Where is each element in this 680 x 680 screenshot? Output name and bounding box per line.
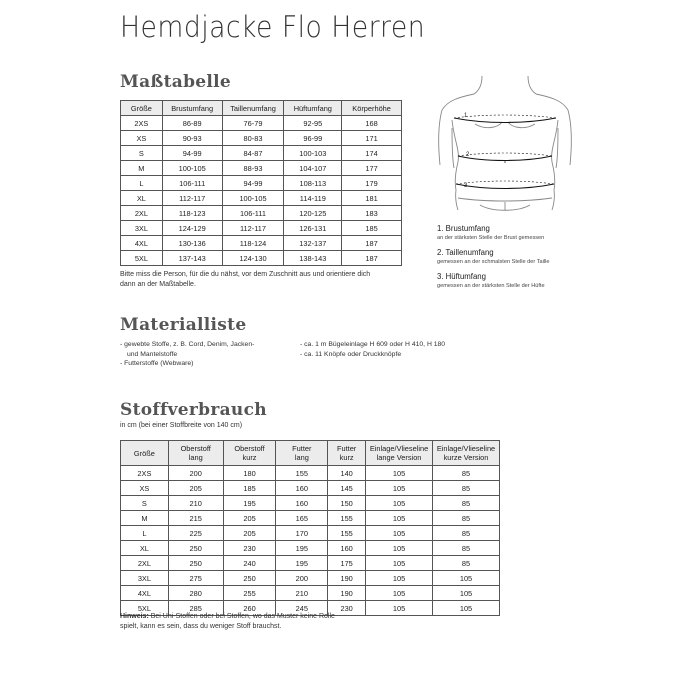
table-cell: XS [121,481,169,496]
table-cell: 94-99 [162,146,222,161]
table-cell: 85 [433,481,500,496]
figure-neck [474,76,536,94]
legend-bust-title: 1. Brustumfang [437,224,490,233]
table-row [121,236,402,251]
table-cell: 210 [168,496,223,511]
fabric-col-header-line2: kurz [339,453,354,462]
table-cell: 160 [276,481,328,496]
table-cell: 137-143 [162,251,222,266]
table-cell: S [121,146,163,161]
table-cell: 160 [328,541,366,556]
legend-hip-title: 3. Hüftumfang [437,272,486,281]
table-cell: 106-111 [222,206,284,221]
table-cell: 190 [328,586,366,601]
table-cell: 280 [168,586,223,601]
table-cell: 195 [223,496,276,511]
fabric-col-header [168,441,223,466]
table-cell: 86-89 [162,116,222,131]
table-cell: 155 [328,511,366,526]
fabric-subheading: in cm (bei einer Stoffbreite von 140 cm) [120,422,243,429]
fabric-col-header-line2: lang [188,453,203,462]
table-cell: 2XL [121,556,169,571]
table-cell: 2XL [121,206,163,221]
fabric-col-header-line1: Größe [133,448,155,458]
measure-note-line1: Bitte miss die Person, für die du nähst, vor dem Zuschnitt aus und orientiere dich [120,271,371,278]
table-cell: 185 [223,481,276,496]
materials-heading: Materialliste [120,315,247,335]
table-row [121,586,500,601]
measure-note [120,270,420,290]
table-cell: 250 [168,556,223,571]
table-cell: 2XS [121,466,169,481]
measure-note-line2: dann an der Maßtabelle. [120,281,196,288]
table-cell: 108-113 [284,176,342,191]
table-row [121,571,500,586]
table-cell: 3XL [121,221,163,236]
table-cell: 85 [433,556,500,571]
fabric-col-header-line1: Einlage/Vlieseline [369,444,429,453]
figure-legend [437,224,617,290]
table-cell: 174 [342,146,402,161]
fabric-col-header-line2: lange Version [376,453,422,462]
table-cell: 165 [276,511,328,526]
table-cell: 5XL [121,601,169,616]
table-cell: 114-119 [284,191,342,206]
table-row [121,526,500,541]
legend-waist-title: 2. Taillenumfang [437,248,494,257]
table-cell: 85 [433,496,500,511]
legend-item-bust [437,224,617,242]
materials-left [120,340,300,369]
fabric-hint-text2: spielt, kann es sein, dass du weniger Stoff brauchst. [120,623,282,630]
materials-right-line1: - ca. 1 m Bügeleinlage H 609 oder H 410, H 180 [300,341,446,348]
fabric-col-header-line1: Einlage/Vlieseline [436,444,496,453]
table-cell: 100-105 [222,191,284,206]
table-row [121,146,402,161]
table-cell: 200 [276,571,328,586]
table-cell: 205 [223,526,276,541]
figure-left-arm [439,110,454,168]
table-cell: 105 [366,526,433,541]
fabric-col-header [328,441,366,466]
table-row [121,206,402,221]
table-cell: 104-107 [284,161,342,176]
table-cell: XS [121,131,163,146]
fabric-col-header [121,441,169,466]
measure-table [120,100,402,266]
marker-1: 1 [464,113,468,119]
table-row [121,556,500,571]
table-cell: 105 [433,571,500,586]
table-cell: 260 [223,601,276,616]
table-cell: 168 [342,116,402,131]
table-row [121,161,402,176]
bust-line-back [454,115,556,118]
table-cell: 105 [366,496,433,511]
table-cell: 118-124 [222,236,284,251]
measure-col-header: Brustumfang [162,101,222,116]
table-cell: 3XL [121,571,169,586]
table-cell: 84-87 [222,146,284,161]
table-cell: L [121,176,163,191]
fabric-col-header-line2: kurz [242,453,257,462]
table-row [121,466,500,481]
table-cell: 171 [342,131,402,146]
table-cell: 205 [223,511,276,526]
table-cell: 177 [342,161,402,176]
table-cell: M [121,161,163,176]
table-row [121,176,402,191]
table-row [121,481,500,496]
fabric-table [120,440,500,616]
legend-item-waist [437,248,617,266]
bust-line [454,118,556,123]
table-cell: 124-130 [222,251,284,266]
table-cell: 132-137 [284,236,342,251]
fabric-hint [120,612,420,632]
table-cell: 140 [328,466,366,481]
table-cell: 138-143 [284,251,342,266]
table-cell: 250 [223,571,276,586]
table-cell: 105 [433,586,500,601]
table-cell: 180 [223,466,276,481]
table-cell: 170 [276,526,328,541]
table-cell: 185 [342,221,402,236]
waist-line-back [458,153,552,156]
table-cell: 130-136 [162,236,222,251]
fabric-col-header [366,441,433,466]
table-cell: 190 [328,571,366,586]
table-cell: 195 [276,556,328,571]
table-cell: 92-95 [284,116,342,131]
table-cell: 106-111 [162,176,222,191]
materials-right [300,340,500,359]
marker-3: 3 [464,183,468,189]
table-cell: 250 [168,541,223,556]
fabric-col-header-line1: Futter [292,444,312,453]
table-row [121,251,402,266]
table-cell: 179 [342,176,402,191]
fabric-col-header-line1: Futter [336,444,357,453]
table-cell: 230 [223,541,276,556]
table-cell: 105 [433,601,500,616]
materials-left-line1: - gewebte Stoffe, z. B. Cord, Denim, Jacken- [120,341,255,348]
table-cell: 105 [366,601,433,616]
legend-waist-sub: gemessen an der schmalsten Stelle der Taille [437,259,550,265]
table-cell: 210 [276,586,328,601]
table-cell: 160 [276,496,328,511]
table-cell: 96-99 [284,131,342,146]
table-cell: 112-117 [222,221,284,236]
table-row [121,496,500,511]
fabric-col-header [276,441,328,466]
table-cell: 285 [168,601,223,616]
measure-col-header: Körperhöhe [342,101,402,116]
table-cell: 120-125 [284,206,342,221]
table-cell: L [121,526,169,541]
legend-hip-sub: gemessen an der stärksten Stelle der Hüfte [437,283,545,289]
table-cell: 195 [276,541,328,556]
table-cell: 85 [433,511,500,526]
measure-col-header: Größe [121,101,163,116]
materials-right-line2: - ca. 11 Knöpfe oder Druckknöpfe [300,350,402,358]
table-cell: 85 [433,526,500,541]
materials-left-line2: und Mantelstoffe [127,350,178,358]
fabric-col-header-line1: Oberstoff [234,444,265,453]
fabric-hint-label: Hinweis: [120,613,149,620]
table-cell: 150 [328,496,366,511]
fabric-col-header [433,441,500,466]
table-cell: 245 [276,601,328,616]
table-cell: 275 [168,571,223,586]
table-row [121,191,402,206]
fabric-col-header-line2: lang [294,453,309,462]
table-cell: 105 [366,466,433,481]
table-cell: 187 [342,251,402,266]
table-cell: 4XL [121,586,169,601]
table-cell: 200 [168,466,223,481]
table-cell: 105 [366,541,433,556]
legend-item-hip [437,272,617,290]
navel [504,161,506,163]
measure-heading: Maßtabelle [120,72,232,92]
table-cell: 105 [366,511,433,526]
fabric-hint-text1: Bei Uni-Stoffen oder bei Stoffen, wo das Muster keine Rolle [148,613,335,620]
fabric-col-header [223,441,276,466]
marker-2: 2 [466,152,470,158]
table-cell: 124-129 [162,221,222,236]
table-cell: 187 [342,236,402,251]
table-cell: 80-83 [222,131,284,146]
fabric-col-header-line2: kurze Version [443,453,489,462]
measure-col-header: Hüftumfang [284,101,342,116]
table-cell: 205 [168,481,223,496]
table-cell: XL [121,541,169,556]
table-row [121,541,500,556]
table-cell: 94-99 [222,176,284,191]
figure-shoulders [442,94,568,110]
table-cell: 155 [276,466,328,481]
body-figure [430,70,580,220]
figure-right-arm [556,110,571,168]
table-row [121,116,402,131]
page-title: Hemdjacke Flo Herren [120,10,426,44]
table-cell: 100-105 [162,161,222,176]
table-cell: 85 [433,466,500,481]
table-cell: 4XL [121,236,163,251]
table-cell: 145 [328,481,366,496]
table-cell: 126-131 [284,221,342,236]
table-cell: 105 [366,556,433,571]
materials-left-line3: - Futterstoffe (Webware) [120,360,194,367]
table-cell: 5XL [121,251,163,266]
table-cell: 225 [168,526,223,541]
table-cell: 105 [366,481,433,496]
table-cell: S [121,496,169,511]
table-cell: 76-79 [222,116,284,131]
table-cell: 105 [366,586,433,601]
table-cell: 240 [223,556,276,571]
hip-line-back [456,181,554,184]
fabric-col-header-line1: Oberstoff [180,444,211,453]
table-cell: 255 [223,586,276,601]
table-cell: 175 [328,556,366,571]
table-cell: 88-93 [222,161,284,176]
table-cell: 230 [328,601,366,616]
table-row [121,131,402,146]
table-cell: 105 [366,571,433,586]
table-row [121,511,500,526]
table-cell: 90-93 [162,131,222,146]
table-row [121,221,402,236]
hip-line [456,184,554,189]
table-cell: 112-117 [162,191,222,206]
table-cell: 100-103 [284,146,342,161]
table-cell: 181 [342,191,402,206]
figure-brief [458,198,552,210]
fabric-heading: Stoffverbrauch [120,400,267,420]
table-cell: 215 [168,511,223,526]
table-cell: 85 [433,541,500,556]
table-cell: 155 [328,526,366,541]
legend-bust-sub: an der stärksten Stelle der Brust gemessen [437,235,545,241]
table-cell: 183 [342,206,402,221]
table-cell: XL [121,191,163,206]
table-cell: M [121,511,169,526]
measure-col-header: Taillenumfang [222,101,284,116]
table-cell: 118-123 [162,206,222,221]
waist-line [458,156,552,161]
fabric-hint-line1 [120,612,420,622]
table-cell: 2XS [121,116,163,131]
